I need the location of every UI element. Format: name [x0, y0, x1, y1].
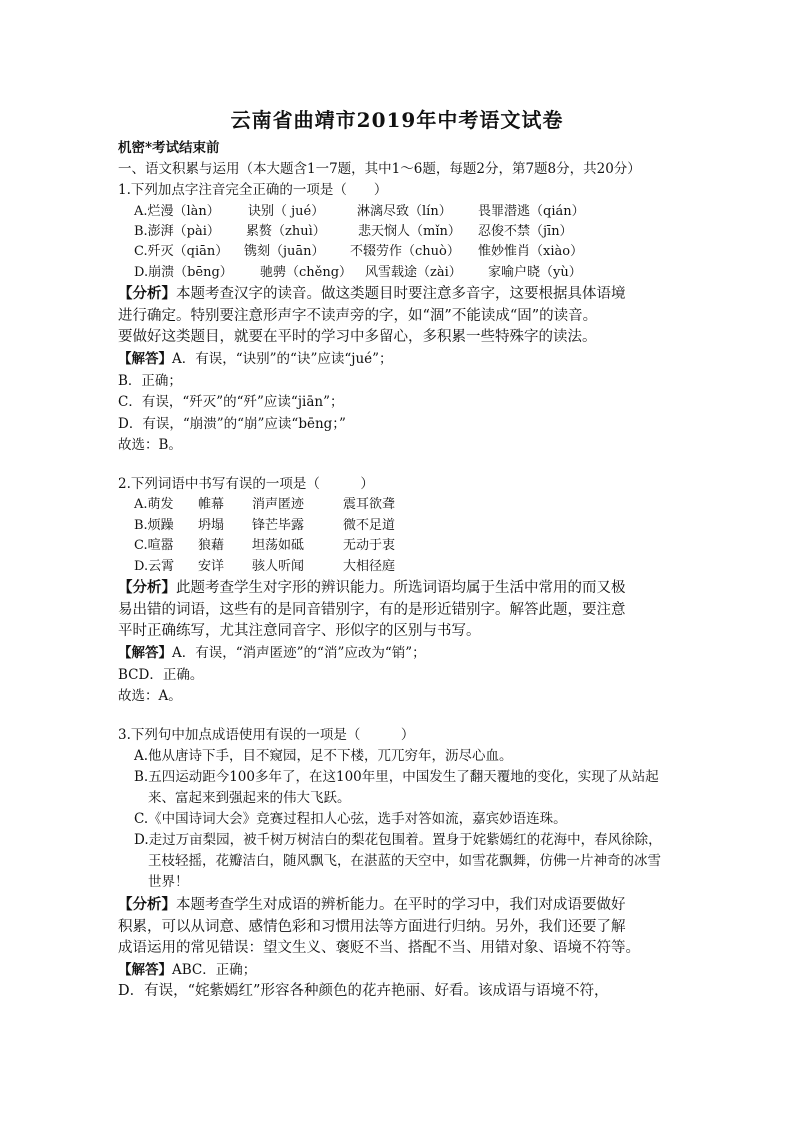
q2-stem: 2.下列词语中书写有误的一项是（ ） — [118, 476, 374, 492]
q1-answer-line-5: 故选：B。 — [118, 437, 182, 453]
q1-analysis-line-2: 进行确定。特别要注意形声字不读声旁的字，如“涸”不能读成“固”的读音。 — [118, 308, 598, 324]
q3-analysis-line-3: 成语运用的常见错误：望文生义、褒贬不当、搭配不当、用错对象、语境不符等。 — [118, 940, 640, 956]
q3-analysis-line-1 — [118, 895, 626, 915]
q1-option-c-4: 惟妙惟肖（xiào） — [478, 244, 584, 259]
q1-option-d-1: D.崩溃（bēng） — [134, 265, 233, 280]
q1-answer-line-1 — [118, 349, 393, 369]
secret-label: 机密*考试结束前 — [118, 140, 220, 156]
q3-analysis-tag: 【分析】 — [118, 896, 176, 913]
q1-option-c-2: 镌刻（juān） — [244, 244, 325, 259]
q2-analysis-line-1 — [118, 578, 626, 598]
q2-analysis-text-1: 此题考查学生对字形的辨识能力。所选词语均属于生活中常用的而又极 — [176, 580, 626, 596]
q3-option-b-line-1: B.五四运动距今100多年了，在这100年里，中国发生了翻天覆地的变化，实现了从站起 — [134, 769, 659, 785]
q2-option-b-4: 微不足道 — [343, 518, 396, 533]
q1-option-b-3: 悲天悯人（mǐn） — [358, 224, 461, 239]
page-title: 云南省曲靖市2019年中考语文试卷 — [230, 108, 564, 132]
q1-option-b-4: 忍俊不禁（jīn） — [478, 224, 573, 239]
q3-option-c: C.《中国诗词大会》竞赛过程扣人心弦，选手对答如流，嘉宾妙语连珠。 — [134, 811, 567, 827]
q3-option-b-line-2: 来、富起来到强起来的伟大飞跃。 — [148, 790, 351, 806]
q2-answer-text-1: A．有误，“消声匿迹”的“消”应改为“销”； — [172, 645, 426, 661]
q1-option-a-4: 畏罪潜逃（qián） — [478, 204, 585, 219]
q3-answer-tag: 【解答】 — [118, 962, 172, 978]
q2-analysis-tag: 【分析】 — [118, 579, 176, 596]
q2-option-d-3: 骇人听闻 — [252, 559, 305, 574]
q3-option-d-line-1: D.走过万亩梨园，被千树万树洁白的梨花包围着。置身于姹紫嫣红的花海中，春风徐除， — [134, 832, 662, 848]
q2-option-b-2: 坍塌 — [198, 518, 225, 533]
q1-answer-tag: 【解答】 — [118, 351, 172, 367]
q2-option-c-1: C.喧嚣 — [134, 538, 174, 553]
q1-option-d-4: 家喻户晓（yù） — [488, 265, 582, 280]
q2-option-c-3: 坦荡如砥 — [252, 538, 305, 553]
section-heading: 一、语文积累与运用（本大题含1一7题，其中1～6题，每题2分，第7题8分，共20分） — [118, 161, 641, 177]
q1-option-c-1: C.歼灭（qiān） — [134, 244, 229, 259]
q2-option-a-1: A.萌发 — [134, 497, 174, 512]
q2-option-a-3: 消声匿迹 — [252, 497, 305, 512]
q1-analysis-line-1 — [118, 284, 626, 304]
q2-analysis-line-2: 易出错的词语，这些有的是同音错别字，有的是形近错别字。解答此题，要注意 — [118, 602, 626, 618]
q1-option-d-3: 风雪载途（zài） — [365, 265, 462, 280]
q2-answer-line-2: BCD．正确。 — [118, 667, 204, 683]
q2-option-b-3: 锋芒毕露 — [252, 518, 305, 533]
q3-analysis-line-2: 积累，可以从词意、感情色彩和习惯用法等方面进行归纳。另外，我们还要了解 — [118, 919, 626, 935]
q2-answer-line-3: 故选：A。 — [118, 688, 182, 704]
q3-answer-line-1 — [118, 960, 256, 980]
q2-option-a-2: 帷幕 — [198, 497, 225, 512]
q1-answer-line-2: B．正确； — [118, 373, 182, 389]
q2-option-c-2: 狼藉 — [198, 538, 225, 553]
q2-answer-tag: 【解答】 — [118, 645, 172, 661]
q2-option-a-4: 震耳欲聋 — [343, 497, 396, 512]
q3-stem: 3.下列句中加点成语使用有误的一项是（ ） — [118, 727, 415, 743]
q3-analysis-text-1: 本题考查学生对成语的辨析能力。在平时的学习中，我们对成语要做好 — [176, 897, 626, 913]
q1-answer-line-4: D．有误，“崩溃”的“崩”应读“bēng；” — [118, 416, 346, 432]
q3-option-d-line-2: 王枝轻摇，花瓣洁白，随风飘飞，在湛蓝的天空中，如雪花飘舞，仿佛一片神奇的冰雪 — [148, 853, 661, 869]
q1-option-a-1: A.烂漫（làn） — [134, 204, 220, 219]
q1-option-b-2: 累赘（zhuì） — [246, 224, 326, 239]
q2-option-d-2: 安详 — [198, 559, 225, 574]
q2-answer-line-1 — [118, 643, 426, 663]
q3-answer-line-2: D．有误，“姹紫嫣红”形容各种颜色的花卉艳丽、好看。该成语与语境不符， — [118, 983, 609, 999]
q1-answer-line-3: C．有误，“歼灭”的“歼”应读“jiān”； — [118, 394, 344, 410]
q2-analysis-line-3: 平时正确练写，尤其注意同音字、形似字的区别与书写。 — [118, 623, 481, 639]
q1-analysis-line-3: 要做好这类题目，就要在平时的学习中多留心，多积累一些特殊字的读法。 — [118, 329, 597, 345]
q1-option-c-3: 不辍劳作（chuò） — [350, 244, 460, 259]
q1-option-d-2: 驰骋（chěng） — [260, 265, 353, 280]
q1-option-a-2: 诀别（ jué） — [248, 204, 325, 219]
q1-analysis-tag: 【分析】 — [118, 285, 176, 302]
q2-option-b-1: B.烦躁 — [134, 518, 174, 533]
q1-stem: 1.下列加点字注音完全正确的一项是（ ） — [118, 182, 388, 198]
q2-option-d-4: 大相径庭 — [343, 559, 396, 574]
q1-option-a-3: 淋漓尽致（lín） — [357, 204, 452, 219]
q2-option-d-1: D.云霄 — [134, 559, 175, 574]
q3-option-a: A.他从唐诗下手，目不窥园，足不下楼，兀兀穷年，沥尽心血。 — [134, 748, 513, 764]
q3-answer-text-1: ABC．正确； — [172, 962, 257, 978]
q2-option-c-4: 无动于衷 — [343, 538, 396, 553]
q3-option-d-line-3: 世界！ — [148, 874, 189, 890]
q1-answer-text-1: A．有误，“诀别”的“诀”应读“jué”； — [172, 351, 393, 367]
q1-option-b-1: B.澎湃（pài） — [134, 224, 220, 239]
q1-analysis-text-1: 本题考查汉字的读音。做这类题目时要注意多音字，这要根据具体语境 — [176, 286, 626, 302]
